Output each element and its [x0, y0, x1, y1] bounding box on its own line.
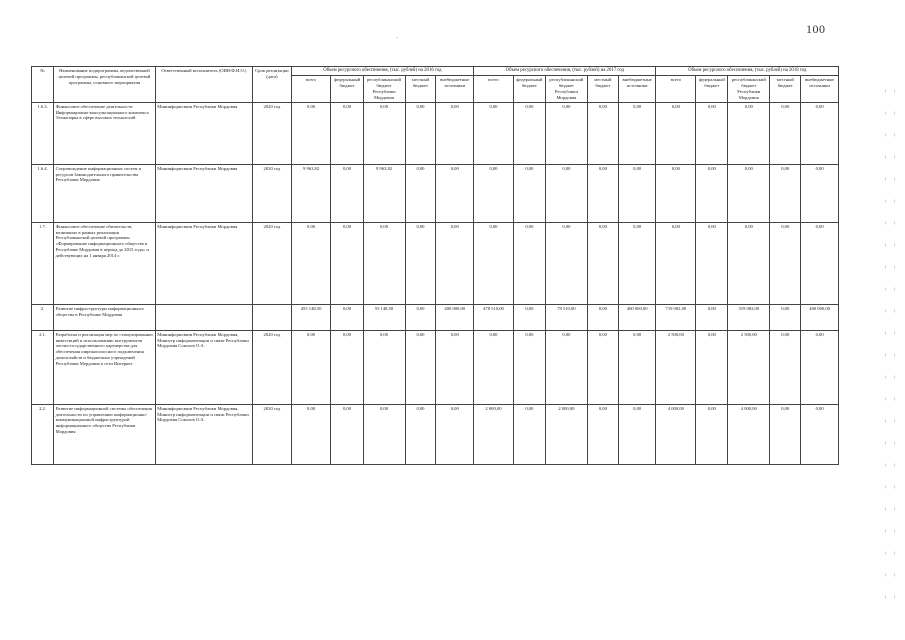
amount-2016-federal: 0,00 — [331, 330, 363, 404]
table-row — [32, 404, 839, 464]
amount-2016-republic: 0,00 — [363, 102, 405, 164]
header-sub-local: местный бюджет — [587, 76, 618, 103]
header-executor: Ответственный исполнитель (ОИВ/Ф.И.О.) — [155, 67, 252, 103]
amount-2017-extra: 0,00 — [618, 222, 656, 304]
header-sub-federal: федеральный бюджет — [331, 76, 363, 103]
amount-2018-local: 0,00 — [770, 102, 801, 164]
amount-2017-local: 0,00 — [587, 164, 618, 222]
amount-2018-local: 0,00 — [770, 222, 801, 304]
table-row — [32, 164, 839, 222]
amount-2018-extra: 0,00 — [801, 222, 839, 304]
amount-2016-extra: 0,00 — [436, 222, 474, 304]
row-executor: Мининформсвязи Республики Мордовия — [155, 222, 252, 304]
row-number: 1.6.3. — [32, 102, 54, 164]
amount-2017-extra: 0,00 — [618, 164, 656, 222]
row-number: 2.1. — [32, 330, 54, 404]
amount-2018-total: 0,00 — [656, 222, 696, 304]
header-sub-extra: внебюджетные источники — [436, 76, 474, 103]
amount-2016-republic: 9 963,82 — [363, 164, 405, 222]
amount-2016-republic: 0,00 — [363, 330, 405, 404]
amount-2016-republic: 55 148,50 — [363, 304, 405, 330]
amount-2018-total: 0,00 — [656, 102, 696, 164]
budget-table — [31, 66, 839, 465]
row-number: 1.7. — [32, 222, 54, 304]
header-sub-total: всего — [656, 76, 696, 103]
row-term: 2020 год — [253, 102, 292, 164]
amount-2017-republic: 2 000,00 — [545, 404, 587, 464]
amount-2017-total: 478 510,00 — [474, 304, 514, 330]
amount-2017-local: 0,00 — [587, 304, 618, 330]
amount-2018-total: 719 082,00 — [656, 304, 696, 330]
amount-2018-republic: 0,00 — [728, 222, 770, 304]
amount-2016-local: 0,00 — [405, 404, 436, 464]
amount-2018-extra: 0,00 — [801, 404, 839, 464]
row-executor: Мининформсвязи Республики Мордовия, Министр информатизации и связи Республики Мордовия Соколов О.А. — [155, 330, 252, 404]
amount-2016-extra: 0,00 — [436, 102, 474, 164]
amount-2017-federal: 0,00 — [513, 102, 545, 164]
amount-2016-local: 0,00 — [405, 304, 436, 330]
amount-2018-extra: 0,00 — [801, 330, 839, 404]
amount-2018-extra: 400 000,00 — [801, 304, 839, 330]
header-sub-republic: республиканский бюджет Республики Мордовия — [545, 76, 587, 103]
amount-2017-republic: 78 510,00 — [545, 304, 587, 330]
amount-2016-federal: 0,00 — [331, 164, 363, 222]
amount-2018-federal: 0,00 — [696, 304, 728, 330]
amount-2018-federal: 0,00 — [696, 404, 728, 464]
amount-2016-republic: 0,00 — [363, 404, 405, 464]
row-executor — [155, 304, 252, 330]
amount-2016-federal: 0,00 — [331, 102, 363, 164]
amount-2018-republic: 2 500,00 — [728, 330, 770, 404]
amount-2018-federal: 0,00 — [696, 222, 728, 304]
amount-2017-total: 0,00 — [474, 164, 514, 222]
amount-2018-total: 2 500,00 — [656, 330, 696, 404]
amount-2017-local: 0,00 — [587, 102, 618, 164]
amount-2017-local: 0,00 — [587, 330, 618, 404]
amount-2018-federal: 0,00 — [696, 102, 728, 164]
amount-2016-total: 0,00 — [291, 102, 331, 164]
amount-2018-republic: 0,00 — [728, 102, 770, 164]
header-sub-extra: внебюджетные источники — [618, 76, 656, 103]
row-executor: Мининформсвязи Республики Мордовия, Министр информатизации и связи Республики Мордовия Соколов О.А. — [155, 404, 252, 464]
amount-2017-extra: 0,00 — [618, 330, 656, 404]
row-name: Развитие инфраструктуры информационного общества в Республике Мордовия — [54, 304, 156, 330]
amount-2017-total: 0,00 — [474, 222, 514, 304]
table-row — [32, 330, 839, 404]
header-num: № — [32, 67, 54, 103]
amount-2016-republic: 0,00 — [363, 222, 405, 304]
header-sub-federal: федеральный бюджет — [696, 76, 728, 103]
amount-2017-local: 0,00 — [587, 222, 618, 304]
header-sub-federal: федеральный бюджет — [513, 76, 545, 103]
row-term: 2020 год — [253, 164, 292, 222]
amount-2018-republic: 319 082,00 — [728, 304, 770, 330]
scan-margin-noise — [881, 80, 901, 610]
amount-2018-total: 4 000,00 — [656, 404, 696, 464]
row-term: 2020 год — [253, 404, 292, 464]
amount-2016-federal: 0,00 — [331, 304, 363, 330]
amount-2018-local: 0,00 — [770, 164, 801, 222]
row-name: Сопровождение информационных систем и ресурсов Законодательного правительства Республики Мордовия — [54, 164, 156, 222]
amount-2016-local: 0,00 — [405, 164, 436, 222]
amount-2017-republic: 0,00 — [545, 330, 587, 404]
amount-2017-extra: 0,00 — [618, 102, 656, 164]
row-name: Финансовое обеспечение обязательств, возникших в рамках реализации Республиканской целевой программы «Формирование информационного общества в Республике Мордовия в период до 2015 года» и действующих на 1 января 2014 г. — [54, 222, 156, 304]
table-row — [32, 222, 839, 304]
scan-speck: ` — [396, 36, 399, 44]
header-sub-total: всего — [291, 76, 331, 103]
amount-2016-local: 0,00 — [405, 330, 436, 404]
header-row-years — [32, 67, 839, 76]
amount-2016-federal: 0,00 — [331, 404, 363, 464]
header-sub-republic: республиканский бюджет Республики Мордовия — [363, 76, 405, 103]
amount-2018-federal: 0,00 — [696, 164, 728, 222]
amount-2018-extra: 0,00 — [801, 102, 839, 164]
row-name: Развитие информационной системы обеспечения деятельности по управлению информационно-коммуникационной инфраструктурой информационного общества Республики Мордовия — [54, 404, 156, 464]
table-body — [32, 102, 839, 464]
amount-2016-extra: 0,00 — [436, 330, 474, 404]
amount-2017-republic: 0,00 — [545, 102, 587, 164]
row-executor: Мининформсвязи Республики Мордовия — [155, 164, 252, 222]
amount-2017-total: 0,00 — [474, 102, 514, 164]
row-term — [253, 304, 292, 330]
header-sub-republic: республиканский бюджет Республики Мордовия — [728, 76, 770, 103]
amount-2018-local: 0,00 — [770, 304, 801, 330]
amount-2018-local: 0,00 — [770, 330, 801, 404]
table-row — [32, 304, 839, 330]
row-term: 2020 год — [253, 330, 292, 404]
row-executor: Мининформсвязи Республики Мордовия — [155, 102, 252, 164]
amount-2018-local: 0,00 — [770, 404, 801, 464]
row-name: Разработка и реализация мер по стимулированию инвестиций и использованию инструментов частно-государственного партнерства для обеспечения широкополосного подключения домохозяйств и бюджетных учреждений Республики Мордовия к сети Интернет — [54, 330, 156, 404]
header-year-2016: Объем ресурсного обеспечения, (тыс. рублей) на 2016 год — [291, 67, 473, 76]
amount-2016-local: 0,00 — [405, 222, 436, 304]
header-sub-local: местный бюджет — [405, 76, 436, 103]
amount-2016-total: 0,00 — [291, 330, 331, 404]
amount-2017-local: 0,00 — [587, 404, 618, 464]
row-number: 1.6.4. — [32, 164, 54, 222]
header-year-2018: Объем ресурсного обеспечения, (тыс. рублей) на 2018 год — [656, 67, 839, 76]
amount-2016-total: 455 148,50 — [291, 304, 331, 330]
amount-2017-total: 2 000,00 — [474, 404, 514, 464]
amount-2017-total: 0,00 — [474, 330, 514, 404]
amount-2018-federal: 0,00 — [696, 330, 728, 404]
amount-2018-extra: 0,00 — [801, 164, 839, 222]
amount-2016-federal: 0,00 — [331, 222, 363, 304]
amount-2016-total: 0,00 — [291, 222, 331, 304]
header-sub-total: всего — [474, 76, 514, 103]
row-term: 2020 год — [253, 222, 292, 304]
amount-2017-federal: 0,00 — [513, 404, 545, 464]
amount-2018-republic: 4 000,00 — [728, 404, 770, 464]
amount-2017-extra: 0,00 — [618, 404, 656, 464]
row-number: 2.2. — [32, 404, 54, 464]
amount-2016-total: 9 963,82 — [291, 164, 331, 222]
amount-2017-federal: 0,00 — [513, 330, 545, 404]
table-row — [32, 102, 839, 164]
row-name: Финансовое обеспечение деятельности Информационно-консультационного комплекса Технопарка в сфере высоких технологий — [54, 102, 156, 164]
amount-2017-republic: 0,00 — [545, 222, 587, 304]
header-sub-extra: внебюджетные источники — [801, 76, 839, 103]
amount-2017-federal: 0,00 — [513, 222, 545, 304]
amount-2016-extra: 0,00 — [436, 404, 474, 464]
amount-2017-federal: 0,00 — [513, 164, 545, 222]
amount-2017-federal: 0,00 — [513, 304, 545, 330]
amount-2017-extra: 400 000,00 — [618, 304, 656, 330]
amount-2017-republic: 0,00 — [545, 164, 587, 222]
header-year-2017: Объем ресурсного обеспечения, (тыс. рублей) на 2017 год — [474, 67, 656, 76]
amount-2016-total: 0,00 — [291, 404, 331, 464]
header-term: Срок реализации (дата) — [253, 67, 292, 103]
header-sub-local: местный бюджет — [770, 76, 801, 103]
amount-2016-extra: 0,00 — [436, 164, 474, 222]
amount-2018-republic: 0,00 — [728, 164, 770, 222]
header-name: Наименование подпрограммы, ведомственной целевой программы, республиканской целевой программы, основного мероприятия — [54, 67, 156, 103]
row-number: 2. — [32, 304, 54, 330]
page-number: 100 — [806, 22, 826, 36]
amount-2018-total: 0,00 — [656, 164, 696, 222]
amount-2016-extra: 400 000,00 — [436, 304, 474, 330]
amount-2016-local: 0,00 — [405, 102, 436, 164]
